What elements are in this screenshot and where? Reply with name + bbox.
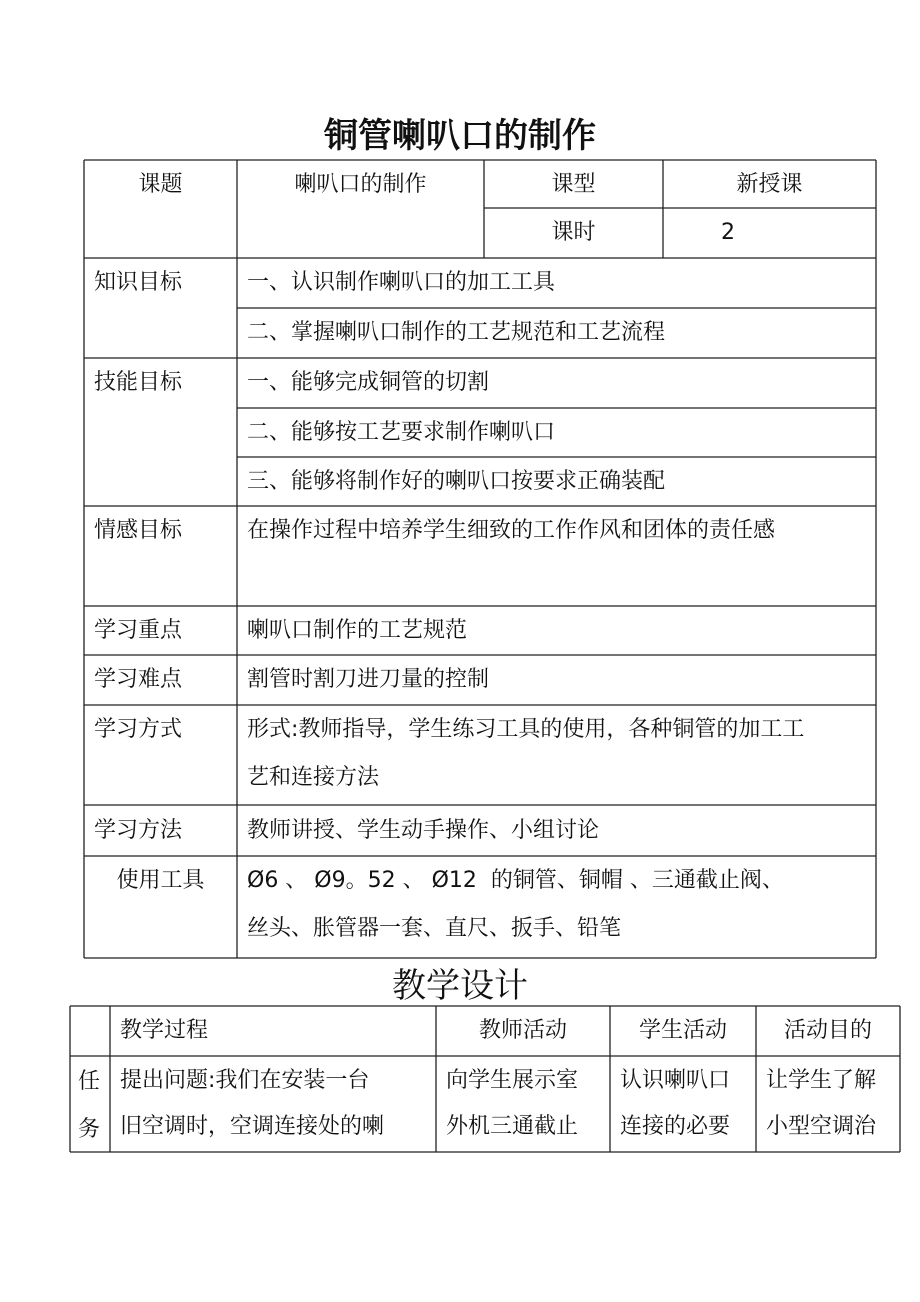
- emotion-value: 在操作过程中培养学生细致的工作作风和团体的责任感: [247, 518, 776, 543]
- tools-line: Ø6 、 Ø9。52 、 Ø12 的铜管、铜帽 、三通截止阀、: [247, 868, 784, 893]
- hours-value: 2: [721, 220, 735, 245]
- process-line: 旧空调时，空调连接处的喇: [120, 1114, 385, 1139]
- focus-label: 学习重点: [94, 618, 183, 643]
- method-label: 学习方法: [94, 818, 183, 843]
- row-label: 任务: [78, 1069, 101, 1142]
- design-title: 教学设计: [392, 966, 528, 1006]
- focus-value: 喇叭口制作的工艺规范: [247, 618, 468, 643]
- hours-label: 课时: [551, 220, 596, 245]
- skill-label: 技能目标: [94, 370, 183, 395]
- purpose-line: 小型空调治: [766, 1114, 877, 1139]
- method-value: 教师讲授、学生动手操作、小组讨论: [247, 818, 600, 843]
- mode-label: 学习方式: [94, 717, 183, 742]
- header-purpose: 活动目的: [783, 1018, 872, 1043]
- header-student: 学生活动: [638, 1018, 727, 1043]
- topic-value: 喇叭口的制作: [294, 172, 427, 197]
- page-title: 铜管喇叭口的制作: [324, 116, 596, 156]
- emotion-label: 情感目标: [94, 518, 183, 543]
- difficulty-value: 割管时割刀进刀量的控制: [247, 667, 490, 692]
- student-line: 认识喇叭口: [620, 1068, 731, 1093]
- mode-line: 形式:教师指导，学生练习工具的使用，各种铜管的加工工: [247, 717, 805, 742]
- difficulty-label: 学习难点: [94, 667, 183, 692]
- teacher-line: 外机三通截止: [446, 1114, 579, 1139]
- tools-line: 丝头、胀管器一套、直尺、扳手、铅笔: [247, 916, 622, 941]
- type-value: 新授课: [736, 172, 803, 197]
- process-line: 提出问题:我们在安装一台: [120, 1068, 370, 1093]
- mode-line: 艺和连接方法: [247, 765, 380, 790]
- knowledge-item: 二、掌握喇叭口制作的工艺规范和工艺流程: [247, 320, 666, 345]
- knowledge-label: 知识目标: [94, 270, 183, 295]
- tools-label: 使用工具: [116, 868, 205, 893]
- type-label: 课型: [551, 172, 596, 197]
- purpose-line: 让学生了解: [766, 1068, 877, 1093]
- skill-item: 二、能够按工艺要求制作喇叭口: [247, 420, 556, 445]
- skill-item: 三、能够将制作好的喇叭口按要求正确装配: [247, 469, 666, 494]
- skill-item: 一、能够完成铜管的切割: [247, 370, 490, 395]
- header-process: 教学过程: [120, 1018, 209, 1043]
- student-line: 连接的必要: [620, 1114, 731, 1139]
- teacher-line: 向学生展示室: [446, 1068, 579, 1093]
- topic-label: 课题: [138, 172, 183, 197]
- knowledge-item: 一、认识制作喇叭口的加工工具: [247, 270, 556, 295]
- header-teacher: 教师活动: [478, 1018, 567, 1043]
